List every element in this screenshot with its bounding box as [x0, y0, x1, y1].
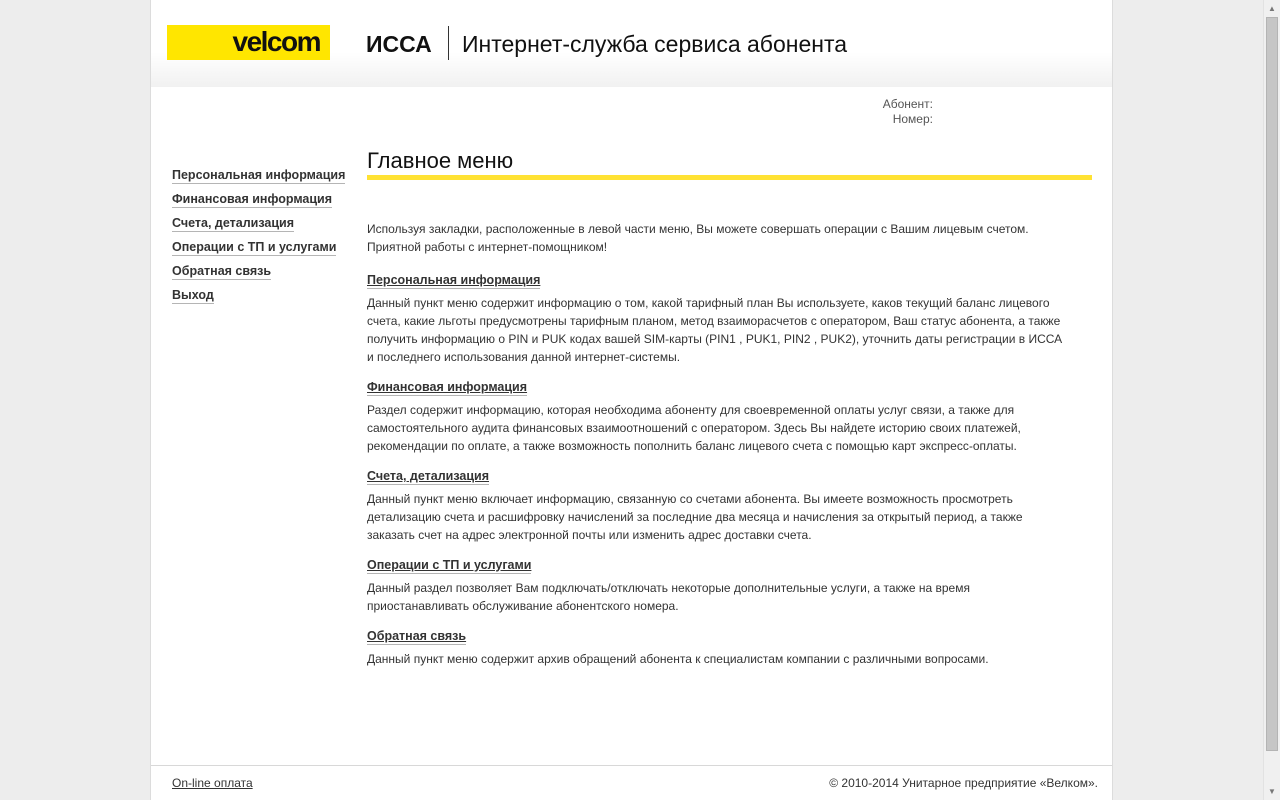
sidebar-item-tariff	[172, 238, 345, 262]
sidebar-menu	[172, 166, 345, 310]
section-text-feedback: Данный пункт меню содержит архив обращений абонента к специалистам компании с различными вопросами.	[367, 652, 989, 666]
sidebar-link-feedback[interactable]: Обратная связь	[172, 264, 272, 278]
footer-divider	[151, 765, 1112, 766]
section-tariff	[367, 556, 1067, 615]
header	[151, 0, 1112, 87]
section-personal	[367, 271, 1067, 366]
sidebar-item-personal	[172, 166, 345, 190]
page-title: Главное меню	[367, 148, 514, 173]
app-short-title: ИССА	[366, 31, 432, 57]
scroll-down-arrow-icon[interactable]: ▼	[1268, 787, 1276, 796]
sidebar-link-bills[interactable]: Счета, детализация	[172, 216, 295, 230]
section-text-tariff: Данный раздел позволяет Вам подключать/отключать некоторые дополнительные услуги, а также на время приостанавливать обслуживание абонентского номера.	[367, 581, 970, 613]
sidebar-item-finance	[172, 190, 345, 214]
sidebar-link-tariff[interactable]: Операции с ТП и услугами	[172, 240, 337, 254]
vertical-scrollbar[interactable]	[1263, 0, 1280, 800]
subscriber-info	[851, 97, 933, 127]
copyright-text: © 2010-2014 Унитарное предприятие «Велком».	[829, 776, 1098, 790]
subscriber-label: Абонент:	[882, 97, 933, 111]
section-text-bills: Данный пункт меню включает информацию, связанную со счетами абонента. Вы имеете возможность просмотреть детализацию счета и расшифровку начислений за последние два месяца и начисления за открытый период, а также заказать счет на адрес электронной почты или изменить адрес доставки счета.	[367, 492, 1023, 542]
section-text-finance: Раздел содержит информацию, которая необходима абоненту для своевременной оплаты услуг связи, а также для самостоятельного аудита финансовых взаимоотношений с оператором. Здесь Вы найдете историю своих платежей, рекомендации по оплате, а также возможность пополнить баланс лицевого счета с помощью карт экспресс-оплаты.	[367, 403, 1021, 453]
online-payment-link[interactable]: On-line оплата	[172, 776, 253, 790]
sidebar-item-bills	[172, 214, 345, 238]
sidebar-link-finance[interactable]: Финансовая информация	[172, 192, 333, 206]
app-full-title: Интернет-служба сервиса абонента	[462, 31, 848, 57]
section-finance	[367, 378, 1067, 455]
scroll-thumb[interactable]	[1266, 17, 1278, 751]
page-container	[150, 0, 1113, 800]
section-title-bills[interactable]: Счета, детализация	[367, 469, 490, 483]
main-content	[367, 220, 1067, 680]
section-text-personal: Данный пункт меню содержит информацию о том, какой тарифный план Вы используете, каков текущий баланс лицевого счета, какие льготы предусмотрены тарифным планом, метод взаиморасчетов с оператором, Ваш статус абонента, а также получить информацию о PIN и PUK кодах вашей SIM-карты (PIN1 , PUK1, PIN2 , PUK2), уточнить даты регистрации в ИССА и последнего использования данной интернет-системы.	[367, 296, 1063, 364]
sidebar-item-feedback	[172, 262, 345, 286]
section-title-feedback[interactable]: Обратная связь	[367, 629, 467, 643]
number-label: Номер:	[892, 112, 933, 126]
section-bills	[367, 467, 1067, 544]
section-title-finance[interactable]: Финансовая информация	[367, 380, 528, 394]
sidebar-link-logout[interactable]: Выход	[172, 288, 214, 302]
title-divider	[448, 26, 449, 60]
velcom-logo[interactable]	[167, 25, 330, 60]
section-title-personal[interactable]: Персональная информация	[367, 273, 541, 287]
section-title-tariff[interactable]: Операции с ТП и услугами	[367, 558, 532, 572]
sidebar-item-logout	[172, 286, 345, 310]
intro-text	[367, 220, 1067, 256]
intro-line-1: Используя закладки, расположенные в левой части меню, Вы можете совершать операции с Вашим лицевым счетом.	[367, 222, 1029, 236]
intro-line-2: Приятной работы с интернет-помощником!	[367, 240, 608, 254]
scroll-up-arrow-icon[interactable]: ▲	[1268, 4, 1276, 13]
title-underline	[367, 175, 1092, 180]
section-feedback	[367, 627, 1067, 668]
logo-text: velcom	[232, 26, 320, 57]
sidebar-link-personal[interactable]: Персональная информация	[172, 168, 346, 182]
